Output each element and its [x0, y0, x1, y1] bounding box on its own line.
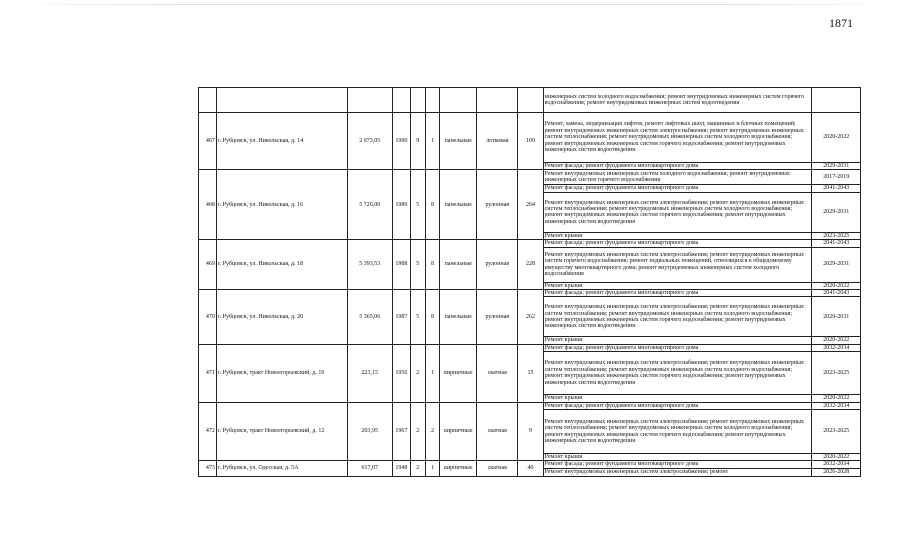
- house-year: 1990: [392, 113, 410, 170]
- table-row: [199, 240, 861, 247]
- work-description: Ремонт фасада; ремонт фундамента многоквартирного дома: [543, 163, 812, 170]
- work-period: 2023-2025: [812, 352, 861, 395]
- house-wall-material: кирпичные: [440, 402, 477, 461]
- table-row: [199, 402, 861, 409]
- work-description: Ремонт внутридомовых инженерных систем электроснабжения; ремонт внутридомовых инженерных систем теплоснабжения; ремонт внутридомовых инженерных систем холодного водоснабжения; ремонт внутридомовых инженерных систем горячего водоснабжения; ремонт внутридомовых инженерных систем водоотведения: [543, 410, 812, 454]
- house-roof-type: лотковая: [477, 113, 518, 170]
- house-entrances: 1: [425, 461, 440, 476]
- house-floors: 9: [410, 113, 425, 170]
- table-row: [199, 344, 861, 351]
- house-wall-material: панельные: [440, 113, 477, 170]
- scan-edge-line: [8, 4, 898, 5]
- work-description: Ремонт крыши: [543, 232, 812, 239]
- work-description: Ремонт крыши: [543, 454, 812, 461]
- house-floors: 2: [410, 461, 425, 476]
- work-description: Ремонт крыши: [543, 337, 812, 344]
- work-period: 2020-2022: [812, 395, 861, 402]
- house-number: 473: [199, 461, 217, 476]
- work-description: Ремонт фасада; ремонт фундамента многоквартирного дома: [543, 185, 812, 192]
- work-period: 2023-2025: [812, 232, 861, 239]
- house-roof-type: рулонная: [477, 240, 518, 290]
- work-period: 2041-2043: [812, 290, 861, 297]
- work-description: Ремонт внутридомовых инженерных систем электроснабжения; ремонт внутридомовых инженерных систем теплоснабжения; ремонт внутридомовых инженерных систем холодного водоснабжения; ремонт внутридомовых инженерных систем горячего водоснабжения; ремонт внутридомовых инженерных систем водоотведения: [543, 192, 812, 232]
- house-entrances: 8: [425, 290, 440, 345]
- page-number: 1871: [829, 16, 853, 30]
- work-period: 2029-2031: [812, 192, 861, 232]
- house-area: 203,95: [347, 402, 392, 461]
- work-description: Ремонт, замена, модернизация лифтов, ремонт лифтовых шахт, машинных и блочных помещений; ремонт внутридомовых инженерных систем электроснабжения; ремонт внутридомовых инженерных систем теплоснабжения; ремонт внутридомовых инженерных систем холодного водоснабжения; ремонт внутридомовых инженерных систем горячего водоснабжения; ремонт внутридомовых инженерных систем водоотведения: [543, 113, 812, 163]
- work-period: 2017-2019: [812, 170, 861, 185]
- house-address: г. Рубцовск, ул. Никольская, д. 16: [216, 170, 347, 240]
- work-period: 2032-2034: [812, 461, 861, 468]
- house-wall-material: кирпичные: [440, 461, 477, 476]
- work-period: 2029-2031: [812, 247, 861, 282]
- house-apartments: 264: [518, 170, 543, 240]
- work-period: 2020-2022: [812, 282, 861, 289]
- house-wall-material: панельные: [440, 170, 477, 240]
- work-period: 2032-2034: [812, 402, 861, 409]
- house-year: 1988: [392, 240, 410, 290]
- house-number: 467: [199, 113, 217, 170]
- house-roof-type: скатная: [477, 344, 518, 402]
- work-description: Ремонт фасада; ремонт фундамента многоквартирного дома: [543, 290, 812, 297]
- house-address: г. Рубцовск, ул. Никольская, д. 20: [216, 290, 347, 345]
- work-description: Ремонт фасада; ремонт фундамента многоквартирного дома: [543, 402, 812, 409]
- work-period: 2020-2022: [812, 454, 861, 461]
- house-wall-material: кирпичные: [440, 344, 477, 402]
- house-entrances: 1: [425, 344, 440, 402]
- house-wall-material: панельные: [440, 290, 477, 345]
- house-area: 5 726,00: [347, 170, 392, 240]
- table-row: [199, 290, 861, 297]
- house-entrances: 8: [425, 240, 440, 290]
- house-area: 223,15: [347, 344, 392, 402]
- house-number: 468: [199, 170, 217, 240]
- work-period: 2029-2031: [812, 163, 861, 170]
- table-row: [199, 113, 861, 163]
- work-description: Ремонт внутридомовых инженерных систем электроснабжения; ремонт: [543, 468, 812, 476]
- works-cell: инженерных систем холодного водоснабжения; ремонт внутридомовых инженерных систем горячего водоснабжения; ремонт внутридомовых инженерных систем водоотведения: [543, 88, 812, 113]
- house-year: 1956: [392, 344, 410, 402]
- house-address: г. Рубцовск, тракт Новоегорьевский, д. 12: [216, 402, 347, 461]
- house-apartments: 228: [518, 240, 543, 290]
- house-number: 470: [199, 290, 217, 345]
- work-period: 2026-2028: [812, 468, 861, 476]
- house-number: 471: [199, 344, 217, 402]
- house-roof-type: рулонная: [477, 290, 518, 345]
- house-floors: 5: [410, 290, 425, 345]
- house-address: г. Рубцовск, тракт Новоегорьевский, д. 10: [216, 344, 347, 402]
- work-description: Ремонт фасада; ремонт фундамента многоквартирного дома: [543, 461, 812, 468]
- house-roof-type: скатная: [477, 461, 518, 476]
- work-period: 2020-2022: [812, 113, 861, 163]
- work-description: Ремонт крыши: [543, 282, 812, 289]
- house-apartments: 40: [518, 461, 543, 476]
- house-entrances: 1: [425, 113, 440, 170]
- house-roof-type: скатная: [477, 402, 518, 461]
- house-apartments: 109: [518, 113, 543, 170]
- house-address: г. Рубцовск, ул. Никольская, д. 18: [216, 240, 347, 290]
- table-row: [199, 170, 861, 185]
- house-number: 469: [199, 240, 217, 290]
- table-row: [199, 461, 861, 468]
- house-year: 1948: [392, 461, 410, 476]
- house-apartments: 9: [518, 402, 543, 461]
- house-entrances: 2: [425, 402, 440, 461]
- house-number: 472: [199, 402, 217, 461]
- house-floors: 5: [410, 240, 425, 290]
- house-floors: 2: [410, 402, 425, 461]
- house-year: 1967: [392, 402, 410, 461]
- continued-row: [199, 88, 861, 113]
- work-description: Ремонт фасада; ремонт фундамента многоквартирного дома: [543, 344, 812, 351]
- house-area: 5 365,06: [347, 290, 392, 345]
- work-description: Ремонт фасада; ремонт фундамента многоквартирного дома: [543, 240, 812, 247]
- house-wall-material: панельные: [440, 240, 477, 290]
- house-area: 5 393,53: [347, 240, 392, 290]
- house-address: г. Рубцовск, ул. Никольская, д. 14: [216, 113, 347, 170]
- work-description: Ремонт внутридомовых инженерных систем холодного водоснабжения; ремонт внутридомовых инженерных систем горячего водоснабжения: [543, 170, 812, 185]
- work-period: 2041-2043: [812, 185, 861, 192]
- house-floors: 5: [410, 170, 425, 240]
- house-entrances: 8: [425, 170, 440, 240]
- house-area: 617,07: [347, 461, 392, 476]
- house-roof-type: рулонная: [477, 170, 518, 240]
- house-apartments: 15: [518, 344, 543, 402]
- capital-repair-table: [198, 87, 861, 477]
- house-address: г. Рубцовск, ул. Одесская, д. 5А: [216, 461, 347, 476]
- house-year: 1989: [392, 170, 410, 240]
- work-period: 2032-2034: [812, 344, 861, 351]
- house-floors: 2: [410, 344, 425, 402]
- work-period: 2029-2031: [812, 297, 861, 337]
- house-area: 2 973,05: [347, 113, 392, 170]
- work-description: Ремонт внутридомовых инженерных систем электроснабжения; ремонт внутридомовых инженерных систем горячего водоснабжения; ремонт подвальных помещений, относящихся к общедомовому имуществу многоквартирного дома; ремонт внутридомовых инженерных систем холодного водоснабжения: [543, 247, 812, 282]
- work-period: 2023-2025: [812, 410, 861, 454]
- house-apartments: 262: [518, 290, 543, 345]
- house-year: 1987: [392, 290, 410, 345]
- work-description: Ремонт внутридомовых инженерных систем электроснабжения; ремонт внутридомовых инженерных систем теплоснабжения; ремонт внутридомовых инженерных систем холодного водоснабжения; ремонт внутридомовых инженерных систем горячего водоснабжения; ремонт внутридомовых инженерных систем водоотведения: [543, 352, 812, 395]
- work-description: Ремонт внутридомовых инженерных систем электроснабжения; ремонт внутридомовых инженерных систем теплоснабжения; ремонт внутридомовых инженерных систем холодного водоснабжения; ремонт внутридомовых инженерных систем горячего водоснабжения; ремонт внутридомовых инженерных систем водоотведения: [543, 297, 812, 337]
- work-description: Ремонт крыши: [543, 395, 812, 402]
- work-period: 2041-2043: [812, 240, 861, 247]
- work-period: 2020-2022: [812, 337, 861, 344]
